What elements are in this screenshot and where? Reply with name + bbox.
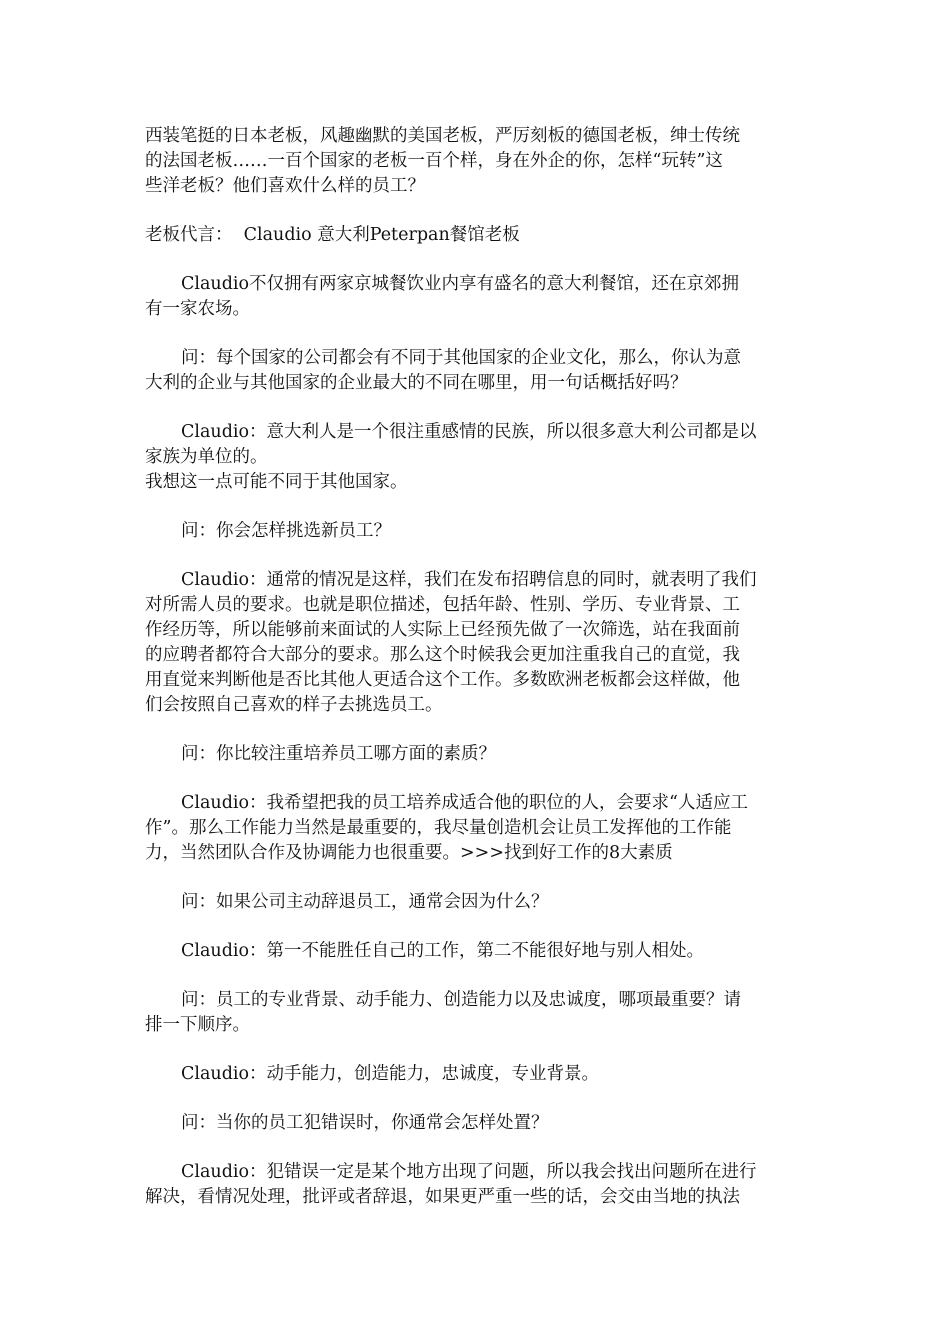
answer-paragraph xyxy=(145,1160,810,1210)
text-line: 对所需人员的要求。也就是职位描述，包括年龄、性别、学历、专业背景、工 xyxy=(145,595,740,615)
text-line: 些洋老板？他们喜欢什么样的员工？ xyxy=(145,176,425,196)
text-line: Claudio：我希望把我的员工培养成适合他的职位的人，会要求“人适应工 xyxy=(181,793,748,813)
question-paragraph xyxy=(145,988,810,1038)
text-line: 问：如果公司主动辞退员工，通常会因为什么？ xyxy=(181,892,549,912)
answer-paragraph xyxy=(145,939,810,964)
text-line: 问：你比较注重培养员工哪方面的素质？ xyxy=(181,744,496,764)
text-line: 用直觉来判断他是否比其他人更适合这个工作。多数欧洲老板都会这样做，他 xyxy=(145,670,740,690)
document-body xyxy=(145,124,810,1234)
question-paragraph xyxy=(145,1111,810,1136)
text-line: 解决，看情况处理，批评或者辞退，如果更严重一些的话，会交由当地的执法 xyxy=(145,1187,740,1207)
answer-paragraph xyxy=(145,568,810,718)
text-line: 问：你会怎样挑选新员工？ xyxy=(181,521,391,541)
answer-paragraph xyxy=(145,1062,810,1087)
text-line: Claudio：第一不能胜任自己的工作，第二不能很好地与别人相处。 xyxy=(181,941,705,961)
text-line: Claudio：通常的情况是这样，我们在发布招聘信息的同时，就表明了我们 xyxy=(181,570,757,590)
text-line: 老板代言： Claudio 意大利Peterpan餐馆老板 xyxy=(145,225,520,245)
answer-paragraph xyxy=(145,420,810,495)
text-line: 西装笔挺的日本老板，风趣幽默的美国老板，严厉刻板的德国老板，绅士传统 xyxy=(145,126,740,146)
question-paragraph xyxy=(145,346,810,396)
text-line: Claudio：意大利人是一个很注重感情的民族，所以很多意大利公司都是以 xyxy=(181,422,757,442)
question-paragraph xyxy=(145,519,810,544)
question-paragraph xyxy=(145,890,810,915)
text-line: 们会按照自己喜欢的样子去挑选员工。 xyxy=(145,695,443,715)
text-line: 我想这一点可能不同于其他国家。 xyxy=(145,472,408,492)
text-line: 作经历等，所以能够前来面试的人实际上已经预先做了一次筛选，站在我面前 xyxy=(145,620,740,640)
text-line: 排一下顺序。 xyxy=(145,1015,250,1035)
text-line: 作”。那么工作能力当然是最重要的，我尽量创造机会让员工发挥他的工作能 xyxy=(145,818,732,838)
spokesperson-heading xyxy=(145,223,810,248)
text-line: 家族为单位的。 xyxy=(145,447,268,467)
bio-paragraph xyxy=(145,272,810,322)
text-line: 大利的企业与其他国家的企业最大的不同在哪里，用一句话概括好吗？ xyxy=(145,373,688,393)
text-line: 问：员工的专业背景、动手能力、创造能力以及忠诚度，哪项最重要？请 xyxy=(181,990,741,1010)
text-line: 问：每个国家的公司都会有不同于其他国家的企业文化，那么，你认为意 xyxy=(181,348,741,368)
text-line: Claudio：犯错误一定是某个地方出现了问题，所以我会找出问题所在进行 xyxy=(181,1162,757,1182)
answer-paragraph xyxy=(145,791,810,866)
text-line: 的应聘者都符合大部分的要求。那么这个时候我会更加注重我自己的直觉，我 xyxy=(145,645,740,665)
text-line: 有一家农场。 xyxy=(145,299,250,319)
text-line: 的法国老板……一百个国家的老板一百个样，身在外企的你，怎样“玩转”这 xyxy=(145,151,723,171)
intro-paragraph xyxy=(145,124,810,199)
text-line: 问：当你的员工犯错误时，你通常会怎样处置？ xyxy=(181,1113,549,1133)
text-line: 力，当然团队合作及协调能力也很重要。>>>找到好工作的8大素质 xyxy=(145,843,673,863)
text-line: Claudio不仅拥有两家京城餐饮业内享有盛名的意大利餐馆，还在京郊拥 xyxy=(181,274,740,294)
text-line: Claudio：动手能力，创造能力，忠诚度，专业背景。 xyxy=(181,1064,600,1084)
question-paragraph xyxy=(145,742,810,767)
